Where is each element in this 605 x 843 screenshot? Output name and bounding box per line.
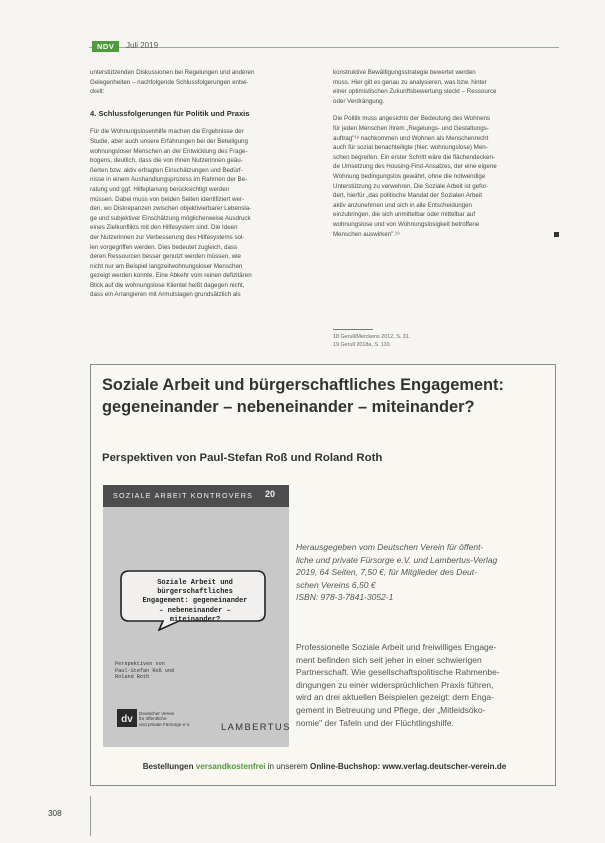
text-line: Unterstützung zu verwehren. Die Soziale Arbeit ist gefor- xyxy=(333,182,489,190)
book-series-bar xyxy=(103,485,289,507)
right-column xyxy=(333,68,559,239)
text-line: müssen. Dabei muss von beiden Seiten identifiziert wer- xyxy=(90,195,245,203)
desc-line: dingungen zu einer widersprüchlichen Praxis führen, xyxy=(296,679,494,690)
text-line: ckelt: xyxy=(90,88,105,96)
text-line: Studie, aber auch unsere Erfahrungen bei der Beteiligung xyxy=(90,137,248,145)
text-line: ratung und ggf. Hilfeplanung berücksichtigt werden xyxy=(90,185,230,193)
left-column xyxy=(90,68,316,300)
author-line: Perspektiven von xyxy=(115,661,165,667)
text-line: eines Zielkonflikts mit den Hilfesystem sind. Die Ideen xyxy=(90,224,238,232)
book-info xyxy=(296,541,546,604)
text-line: gezeigt werden konnte. Eine Abkehr vom reinen defizitären xyxy=(90,272,252,280)
end-of-article-square-icon xyxy=(554,232,559,237)
logo-text-line: für öffentliche xyxy=(139,716,167,722)
book-description xyxy=(296,641,546,729)
text-line: schen begreifen. Ein erster Schritt wäre die flächendecken- xyxy=(333,153,495,161)
cover-title-line: Soziale Arbeit und xyxy=(157,579,233,587)
order-prefix: Bestellungen xyxy=(142,762,194,771)
text-line: Blick auf die wohnungslose Klientel heißt dagegen nicht, xyxy=(90,281,245,289)
svg-text:dv: dv xyxy=(121,714,133,725)
publisher-name: LAMBERTUS xyxy=(221,721,291,732)
text-line: muss. Hier gilt es genau zu analysieren, was bzw. hinter xyxy=(333,78,487,86)
footnote-rule xyxy=(333,329,373,330)
ad-title-line: gegeneinander – nebeneinander – miteinander? xyxy=(102,398,475,416)
text-line: auch für sozial benachteiligte (hier: wohnungslose) Men- xyxy=(333,144,488,152)
info-line: liche und private Fürsorge e.V. und Lambertus-Verlag xyxy=(296,554,498,565)
info-line: schen Vereins 6,50 € xyxy=(296,579,376,590)
desc-line: gement in Betreuung und Pflege, der „Mitleidsöko- xyxy=(296,704,486,715)
text-line: len vorgegriffen werden. Dies bedeutet zugleich, dass xyxy=(90,243,238,251)
publisher-logo-text xyxy=(139,711,195,727)
info-line: 2019, 64 Seiten, 7,50 €, für Mitglieder des Deut- xyxy=(296,567,477,578)
footnote: 19 Gerull 2018a, S. 110. xyxy=(333,342,392,348)
text-line: dass ein Arrangieren mit Armutslagen grundsätzlich als xyxy=(90,291,241,299)
text-line: der Nutzerinnen zur Verbesserung des Hilfesystems sol- xyxy=(90,233,245,241)
book-cover-authors xyxy=(115,661,205,681)
text-line: dert, hierfür „das politische Mandat der Sozialen Arbeit xyxy=(333,192,482,200)
cover-title-line: bürgerschaftliches xyxy=(157,588,233,597)
book-cover xyxy=(103,485,289,747)
text-line: deren Ressourcen besser genutzt werden müssen, wie xyxy=(90,253,241,261)
order-line xyxy=(102,762,547,771)
text-line: konstruktive Bewältigungsstrategie bewertet werden xyxy=(333,69,476,76)
ad-title xyxy=(102,374,547,418)
page-side-rule xyxy=(90,796,91,836)
text-line xyxy=(333,230,559,240)
book-cover-title xyxy=(129,579,261,625)
text-line: den, wo Diskrepanzen zwischen objektivierbarer Lebensla- xyxy=(90,205,252,213)
text-line: de Umsetzung des Housing-First-Ansatzes, der eine eigene xyxy=(333,163,497,171)
text-line: oder Verdrängung. xyxy=(333,97,385,105)
text-line: einer optimistischen Zukunftsbewertung steckt – Ressource xyxy=(333,88,497,96)
text-line: wohnungslose und von Wohnungslosigkeit betroffene xyxy=(333,220,480,228)
text-line: bogens, deutlich, dass die von ihnen Nutzerinnen geäu- xyxy=(90,157,243,165)
text-line: nisse in einem Aushandlungsprozess im Rahmen der Be- xyxy=(90,176,248,184)
desc-line: wird an drei aktuellen Beispielen gezeigt: dem Enga- xyxy=(296,692,494,703)
cover-title-line: – nebeneinander – xyxy=(159,606,231,615)
issue-date: Juli 2019 xyxy=(126,41,159,50)
footnote: 18 Gerull/Merckens 2012, S. 31. xyxy=(333,334,411,340)
desc-line: Professionelle Soziale Arbeit und freiwilliges Engage- xyxy=(296,642,497,652)
ad-title-line: Soziale Arbeit und bürgerschaftliches Engagement: xyxy=(102,376,504,394)
text-line: Für die Wohnungslosenhilfe machen die Ergebnisse der xyxy=(90,128,244,136)
deutscher-verein-logo-icon xyxy=(117,709,137,727)
text-line: unterstützenden Diskussionen bei Regelungen und anderen xyxy=(90,69,255,76)
ad-subtitle: Perspektiven von Paul-Stefan Roß und Roland Roth xyxy=(102,452,383,464)
text-line: nicht nur am Beispiel langzeitwohnungsloser Menschen xyxy=(90,262,243,270)
author-line: Roland Roth xyxy=(115,674,150,681)
online-shop-link[interactable]: Online-Buchshop: www.verlag.deutscher-verein.de xyxy=(310,762,507,771)
text-line: Gelegenheiten – nachfolgende Schlussfolgerungen entwi- xyxy=(90,78,249,86)
cover-title-line: miteinander? xyxy=(169,615,221,624)
desc-line: nomie" der Tafeln und der Flüchtlingshilfe. xyxy=(296,717,454,728)
info-line: Herausgegeben vom Deutschen Verein für öffent- xyxy=(296,542,484,552)
text-line: ge und subjektiver Einschätzung möglicherweise Ausdruck xyxy=(90,214,251,222)
text-line: einzubringen, die sich unmittelbar oder mittelbar auf xyxy=(333,211,476,219)
isbn: ISBN: 978-3-7841-3052-1 xyxy=(296,592,394,603)
text-line: auftrag"¹⁸ nachkommen und Wohnen als Menschenrecht xyxy=(333,134,489,142)
logo-text-line: und private Fürsorge e.V. xyxy=(139,721,191,727)
text-line: ßerten bzw. aktiv erfragten Einschätzungen und Bedürf- xyxy=(90,166,243,174)
page-number: 308 xyxy=(48,809,62,818)
cover-title-line: Engagement: gegeneinander xyxy=(142,597,248,606)
text-line: Wohnung bedingungslos gewährt, ohne die notwendige xyxy=(333,172,486,180)
section-heading: 4. Schlussfolgerungen für Politik und Praxis xyxy=(90,108,250,118)
book-advertisement xyxy=(90,364,556,786)
order-middle: in unserem xyxy=(267,762,308,771)
text-line: aktiv anzunehmen und sich in alle Entscheidungen xyxy=(333,201,472,209)
desc-line: Partnerschaft. Wie gesellschaftspolitische Rahmenbe- xyxy=(296,667,500,678)
header-rule xyxy=(89,47,559,48)
text-line-content: Menschen auswirken".¹⁹ xyxy=(333,230,400,238)
text-line: wohnungsloser Menschen an der Entwicklung des Frage- xyxy=(90,147,248,155)
text-line: Die Politik muss angesichts der Bedeutung des Wohnens xyxy=(333,115,491,123)
book-series-number: 20 xyxy=(264,489,275,499)
shipping-free-highlight: versandkostenfrei xyxy=(195,762,266,771)
text-line: für jeden Menschen ihrem „Regelungs- und Gestaltungs- xyxy=(333,124,489,132)
logo-text-line: Deutscher Verein xyxy=(139,711,175,716)
author-line: Paul-Stefan Roß und xyxy=(115,667,175,674)
journal-badge: NDV xyxy=(92,41,119,52)
paragraph-gap xyxy=(333,106,559,114)
desc-line: ment befinden sich seit jeher in einer schwierigen xyxy=(296,654,482,665)
book-series: SOZIALE ARBEIT KONTROVERS xyxy=(113,491,254,500)
